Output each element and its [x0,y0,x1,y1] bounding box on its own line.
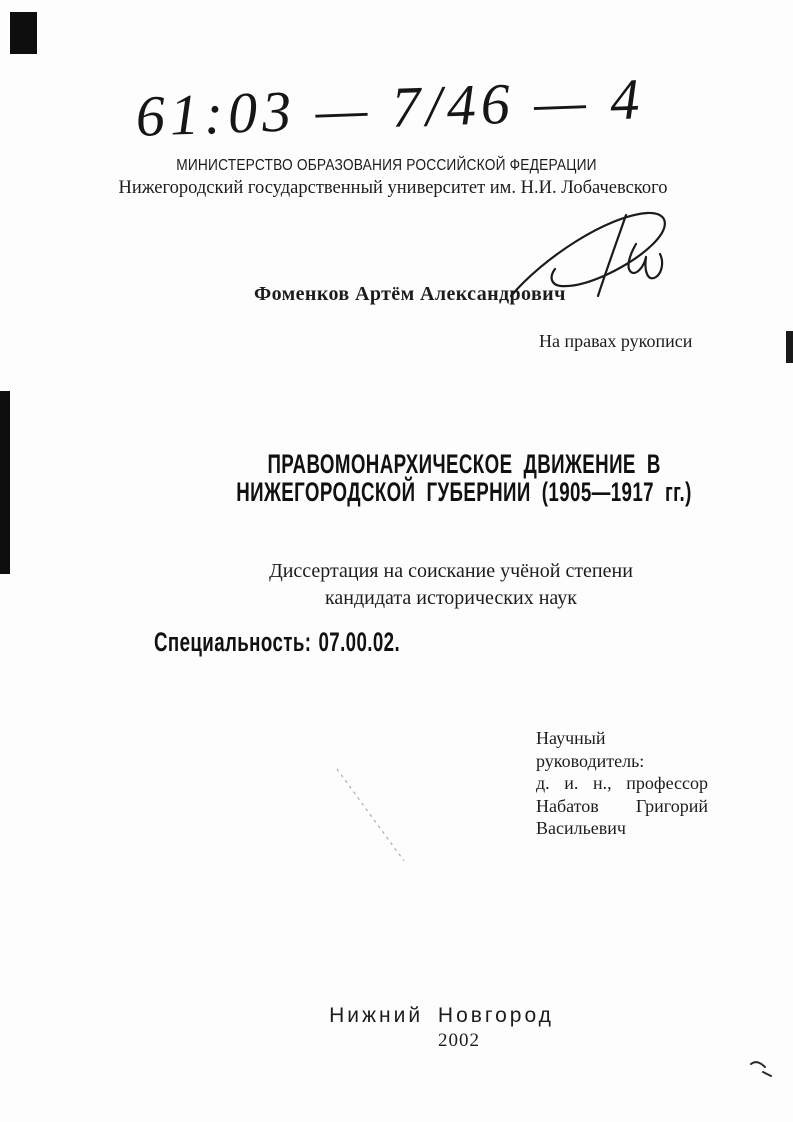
ink-smudge-mark [748,1057,776,1081]
specialty-line: Специальность: 07.00.02. [154,627,401,658]
ministry-line: МИНИСТЕРСТВО ОБРАЗОВАНИЯ РОССИЙСКОЙ ФЕДЕРАЦИИ [175,157,597,174]
supervisor-line: Васильевич [536,818,626,838]
author-name: Фоменков Артём Александрович [254,283,566,305]
degree-statement [110,558,792,612]
supervisor-line: д. и. н., профессор [536,773,708,793]
degree-line-1: Диссертация на соискание учёной степени [269,560,633,582]
supervisor-block [536,727,708,840]
degree-line-2: кандидата исторических наук [324,587,578,609]
dissertation-title [135,449,793,508]
scan-artifact-right-edge-tick [786,331,793,363]
year-line: 2002 [438,1030,480,1051]
title-line-1: ПРАВОМОНАРХИЧЕСКОЕ ДВИЖЕНИЕ В [267,449,661,480]
supervisor-line: руководитель: [536,750,645,771]
pencil-scratch-mark [330,760,412,868]
scan-artifact-top-left-square [10,12,37,54]
scan-artifact-left-edge-bar [0,391,10,574]
university-line: Нижегородский государственный университет им. Н.И. Лобачевского [118,178,668,198]
handwritten-shelf-code: 61:03 — 7/46 — 4 [134,66,646,149]
city-line: Нижний Новгород [329,1004,554,1027]
supervisor-line: Научный [536,728,606,748]
manuscript-rights-note: На правах рукописи [539,331,693,351]
supervisor-line: Набатов Григорий [536,795,708,816]
title-line-2: НИЖЕГОРОДСКОЙ ГУБЕРНИИ (1905—1917 гг.) [236,477,692,508]
